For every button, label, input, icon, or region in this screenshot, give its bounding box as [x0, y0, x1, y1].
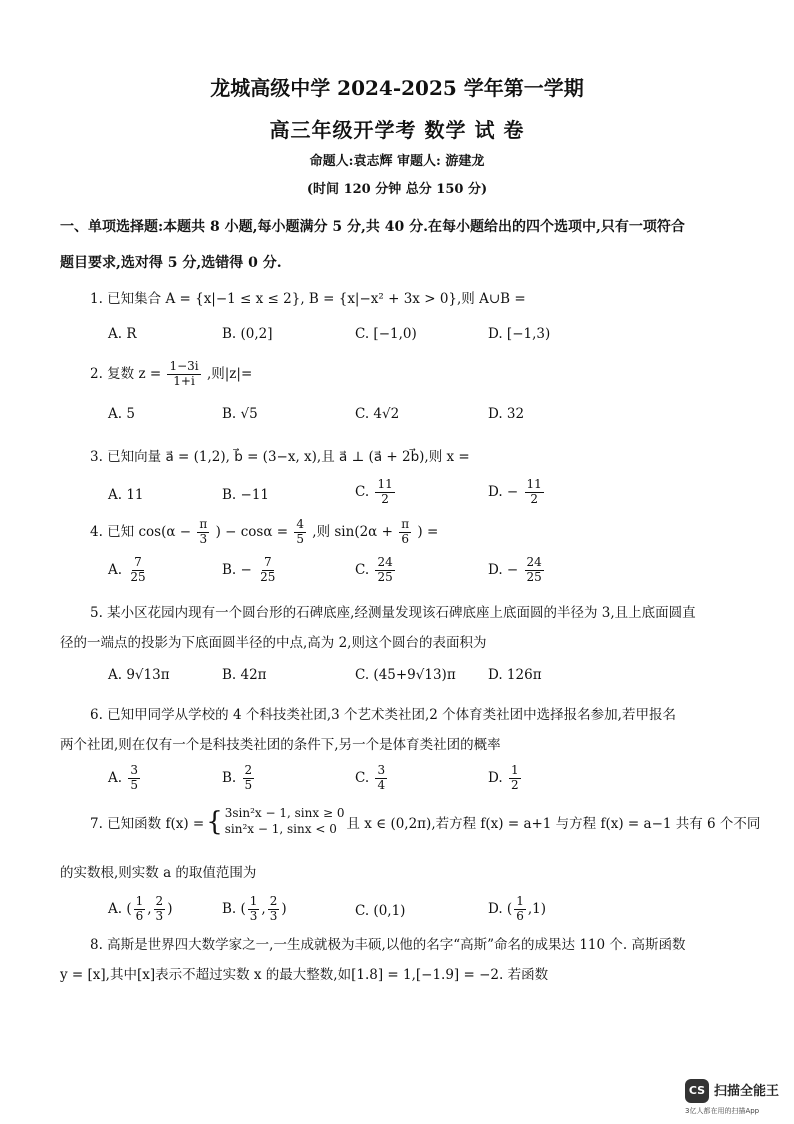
q7-a-frac1: [134, 895, 146, 924]
q7-cases: [225, 806, 345, 837]
q7-b-frac1: [248, 895, 260, 924]
q7-b-close: ): [281, 900, 287, 917]
q6-b-den: 5: [244, 777, 253, 792]
q2-den: 1+i: [173, 373, 195, 388]
q4-f3n: π: [401, 517, 410, 531]
q7-a2n: 2: [155, 894, 164, 908]
q4-f3d: 6: [401, 531, 409, 546]
q4-f1n: π: [199, 517, 208, 531]
q2-num: 1−3i: [169, 359, 199, 373]
scanner-logo-icon: CS: [685, 1079, 709, 1103]
q4-a-num: 7: [134, 555, 142, 569]
q6-c-fraction: [375, 764, 387, 793]
q1-option-d: D. [−1,3): [488, 326, 551, 342]
q4-text-2: ) − cosα =: [215, 523, 289, 540]
q7-a1d: 6: [135, 908, 144, 923]
question-7-cont: 的实数根,则实数 a 的取值范围为: [60, 865, 257, 881]
q5-option-b: B. 42π: [222, 667, 267, 683]
q3-d-label: D. −: [488, 483, 519, 500]
q6-a-den: 5: [130, 777, 138, 792]
q3-c-fraction: [375, 478, 394, 507]
q5-option-a: A. 9√13π: [108, 667, 170, 683]
q4-b-fraction: [258, 556, 277, 585]
q7-b1d: 3: [249, 908, 258, 923]
time-info: (时间 120 分钟 总分 150 分): [306, 182, 488, 197]
exam-subtitle: 高三年级开学考 数学 试 卷: [269, 118, 525, 142]
q4-a-label: A.: [108, 561, 123, 578]
section-heading: 一、单项选择题:本题共 8 小题,每小题满分 5 分,共 40 分.在每小题给出的四个选项中,只有一项符合: [60, 219, 685, 235]
q2-fraction: [167, 360, 200, 389]
q3-d-num: 11: [526, 477, 542, 491]
q4-text-1: 4. 已知 cos(α −: [90, 523, 192, 540]
question-7: [90, 806, 760, 837]
q2-option-c: C. 4√2: [355, 406, 400, 422]
q4-c-label: C.: [355, 561, 370, 578]
q7-a-close: ): [167, 900, 173, 917]
q7-b2n: 2: [269, 894, 278, 908]
q4-b-num: 7: [263, 555, 272, 569]
q3-option-d: [488, 478, 546, 507]
q3-d-den: 2: [530, 491, 538, 506]
q6-option-a: [108, 764, 142, 793]
q6-a-num: 3: [130, 763, 138, 777]
q7-d1n: 1: [516, 894, 524, 908]
q2-option-d: D. 32: [488, 406, 525, 422]
q6-b-num: 2: [244, 763, 253, 777]
q4-d-den: 25: [526, 569, 542, 584]
q7-a-open: A. (: [108, 900, 132, 917]
q7-d-open: D. (: [488, 900, 513, 917]
q3-option-b: B. −11: [222, 487, 269, 503]
question-4: [90, 518, 438, 547]
q6-option-b: [222, 764, 256, 793]
scanner-app-name: 扫描全能王: [714, 1084, 780, 1099]
q7-b-frac2: [268, 895, 280, 924]
q6-d-label: D.: [488, 769, 503, 786]
q4-text-3: ,则 sin(2α +: [312, 523, 393, 540]
q7-d1d: 6: [516, 908, 524, 923]
q3-c-den: 2: [381, 491, 389, 506]
q6-c-num: 3: [377, 763, 386, 777]
q2-text-post: ,则|z|=: [206, 365, 253, 382]
q7-case-1: 3sin²x − 1, sinx ≥ 0: [224, 806, 345, 820]
q5-option-d: D. 126π: [488, 667, 542, 683]
q4-frac-1: [197, 518, 209, 547]
q6-c-label: C.: [355, 769, 370, 786]
q7-option-b: B. ( $\frac{1}{3}$ , $\frac{2}{3}$ ): [222, 894, 287, 923]
q7-brace: {: [206, 806, 223, 837]
q7-option-d: [488, 895, 546, 924]
question-6-cont: 两个社团,则在仅有一个是科技类社团的条件下,另一个是体育类社团的概率: [60, 737, 501, 753]
q6-d-den: 2: [510, 777, 519, 792]
q6-option-c: [355, 764, 389, 793]
q4-option-a: [108, 556, 150, 585]
section-heading-cont: 题目要求,选对得 5 分,选错得 0 分.: [60, 255, 282, 271]
q1-option-b: B. (0,2]: [222, 326, 273, 342]
q4-d-num: 24: [526, 555, 542, 569]
q7-case-2: sin²x − 1, sinx < 0: [224, 821, 337, 836]
q2-text: 2. 复数 z =: [90, 365, 162, 382]
q3-option-a: A. 11: [108, 487, 144, 503]
question-8: 8. 高斯是世界四大数学家之一,一生成就极为丰硕,以他的名字“高斯”命名的成果达 110 个. 高斯函数: [90, 937, 686, 953]
question-8-cont: y = [x],其中[x]表示不超过实数 x 的最大整数,如[1.8] = 1,[−1.9] = −2. 若函数: [60, 967, 549, 983]
q4-frac-3: [399, 518, 411, 547]
q4-option-b: [222, 556, 279, 585]
question-6: 6. 已知甲同学从学校的 4 个科技类社团,3 个艺术类社团,2 个体育类社团中选择报名参加,若甲报名: [90, 707, 676, 723]
q4-f2d: 5: [296, 531, 304, 546]
q3-option-c: [355, 478, 397, 507]
scanner-app-tagline: 3亿人都在用的扫描App: [685, 1107, 760, 1115]
q3-d-fraction: [525, 478, 544, 507]
q6-b-label: B.: [222, 769, 237, 786]
q7-a2d: 3: [155, 908, 164, 923]
exam-title: 龙城高级中学 2024-2025 学年第一学期: [210, 76, 584, 100]
q7-option-c: C. (0,1): [355, 903, 406, 919]
q6-a-fraction: [128, 764, 140, 793]
q4-frac-2: [294, 518, 306, 547]
q7-a-frac2: [154, 895, 166, 924]
q2-option-a: A. 5: [108, 406, 135, 422]
q5-option-c: C. (45+9√13)π: [355, 667, 456, 683]
q4-a-den: 25: [130, 569, 146, 584]
q6-d-num: 1: [510, 763, 519, 777]
authors: 命题人:袁志辉 审题人: 游建龙: [309, 154, 485, 169]
q7-d-close: ,1): [527, 900, 546, 917]
q3-c-label: C.: [355, 483, 370, 500]
q7-b2d: 3: [269, 908, 278, 923]
q4-d-label: D. −: [488, 561, 519, 578]
q7-a1n: 1: [135, 894, 144, 908]
q4-b-den: 25: [260, 569, 276, 584]
q4-a-fraction: [128, 556, 147, 585]
q4-option-d: [488, 556, 546, 585]
q4-c-num: 24: [377, 555, 393, 569]
q6-option-d: [488, 764, 523, 793]
q3-c-num: 11: [377, 477, 393, 491]
question-3: 3. 已知向量 a⃗ = (1,2), b⃗ = (3−x, x),且 a⃗ ⊥ (a⃗ + 2b⃗),则 x =: [90, 449, 470, 465]
q7-b-open: B. (: [222, 900, 246, 917]
q6-c-den: 4: [377, 777, 386, 792]
q6-b-fraction: [243, 764, 255, 793]
q4-f2n: 4: [296, 517, 304, 531]
q4-c-den: 25: [377, 569, 393, 584]
q1-option-a: A. R: [108, 326, 137, 342]
q7-text-2: 且 x ∈ (0,2π),若方程 f(x) = a+1 与方程 f(x) = a−1 共有 6 个不同: [346, 815, 761, 832]
q4-c-fraction: [375, 556, 394, 585]
q2-option-b: B. √5: [222, 406, 258, 422]
q7-d-frac1: [514, 895, 526, 924]
q7-b1n: 1: [249, 894, 258, 908]
q4-f1d: 3: [199, 531, 208, 546]
q6-a-label: A.: [108, 769, 123, 786]
question-5-cont: 径的一端点的投影为下底面圆半径的中点,高为 2,则这个圆台的表面积为: [60, 635, 487, 651]
q4-option-c: [355, 556, 397, 585]
question-2: [90, 360, 252, 389]
q7-option-a: A. ( $\frac{1}{6}$ , $\frac{2}{3}$ ): [108, 894, 173, 923]
q1-option-c: C. [−1,0): [355, 326, 417, 342]
question-1: 1. 已知集合 A = {x|−1 ≤ x ≤ 2}, B = {x|−x² + 3x > 0},则 A∪B =: [90, 291, 526, 307]
q4-d-fraction: [525, 556, 544, 585]
q7-text-1: 7. 已知函数 f(x) =: [90, 815, 205, 832]
q4-text-4: ) =: [417, 523, 439, 540]
question-5: 5. 某小区花园内现有一个圆台形的石碑底座,经测量发现该石碑底座上底面圆的半径为 3,且上底面圆直: [90, 605, 696, 621]
q6-d-fraction: [509, 764, 521, 793]
q4-b-label: B. −: [222, 561, 252, 578]
